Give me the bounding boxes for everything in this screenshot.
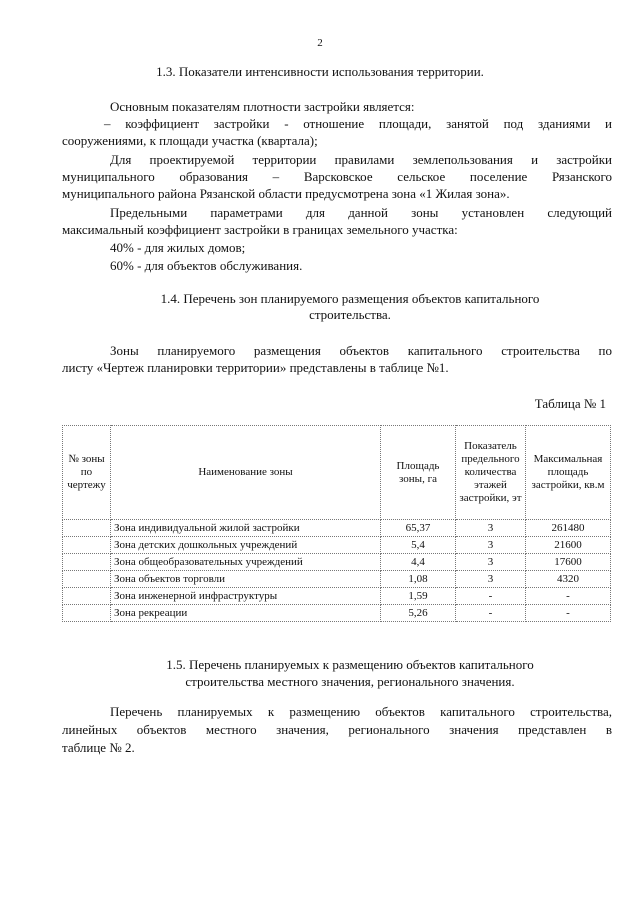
cell-zone-area: 1,08 [381, 571, 456, 588]
cell-zone-name: Зона детских дошкольных учреждений [111, 537, 381, 554]
header-floor-limit: Показатель предельного количества этажей застройки, эт [456, 426, 526, 520]
cell-max-coverage: - [526, 588, 611, 605]
cell-zone-name: Зона общеобразовательных учреждений [111, 554, 381, 571]
table-row [63, 537, 611, 554]
cell-zone-name: Зона индивидуальной жилой застройки [111, 520, 381, 537]
section-1-4-heading-line-2: строительства. [309, 307, 391, 322]
cell-zone-number [63, 554, 111, 571]
coefficient-definition-line-1: – коэффициент застройки - отношение площади, занятой под зданиями и [104, 116, 612, 131]
section-1-3-heading: 1.3. Показатели интенсивности использования территории. [156, 64, 484, 79]
limits-paragraph-line-1: Предельными параметрами для данной зоны установлен следующий [110, 205, 612, 220]
cell-zone-name: Зона объектов торговли [111, 571, 381, 588]
cell-zone-area: 5,26 [381, 605, 456, 622]
table-row [63, 520, 611, 537]
section-1-5-heading-line-2: строительства местного значения, регионального значения. [185, 674, 515, 689]
table-row [63, 571, 611, 588]
limits-paragraph-line-2: максимальный коэффициент застройки в границах земельного участка: [62, 222, 458, 237]
cell-zone-area: 4,4 [381, 554, 456, 571]
section-1-5-paragraph-line-3: таблице № 2. [62, 740, 135, 755]
cell-zone-name: Зона рекреации [111, 605, 381, 622]
cell-floor-limit: 3 [456, 571, 526, 588]
table-row [63, 588, 611, 605]
table-row [63, 554, 611, 571]
header-max-coverage: Максимальная площадь застройки, кв.м [526, 426, 611, 520]
cell-max-coverage: 4320 [526, 571, 611, 588]
section-1-5-heading-line-1: 1.5. Перечень планируемых к размещению объектов капитального [166, 657, 534, 672]
cell-max-coverage: 21600 [526, 537, 611, 554]
cell-zone-number [63, 537, 111, 554]
cell-zone-number [63, 588, 111, 605]
section-1-5-paragraph-line-1: Перечень планируемых к размещению объектов капитального строительства, [110, 704, 612, 719]
cell-zone-number [63, 520, 111, 537]
cell-max-coverage: 17600 [526, 554, 611, 571]
table-caption: Таблица № 1 [534, 396, 606, 411]
cell-max-coverage: - [526, 605, 611, 622]
section-1-5-paragraph-line-2: линейных объектов местного значения, регионального значения представлен в [62, 722, 612, 737]
table-row [63, 605, 611, 622]
cell-zone-area: 65,37 [381, 520, 456, 537]
header-zone-name: Наименование зоны [111, 426, 381, 520]
header-zone-area: Площадь зоны, га [381, 426, 456, 520]
cell-zone-number [63, 571, 111, 588]
limit-item-residential: 40% - для жилых домов; [110, 240, 246, 255]
rules-paragraph-line-2: муниципального образования – Варсковское сельское поселение Рязанского [62, 169, 612, 184]
limit-item-services: 60% - для объектов обслуживания. [110, 258, 303, 273]
cell-zone-area: 5,4 [381, 537, 456, 554]
section-1-4-heading-line-1: 1.4. Перечень зон планируемого размещения объектов капитального [160, 291, 540, 306]
coefficient-definition-line-2: сооружениями, к площади участка (квартала); [62, 133, 318, 148]
section-1-3-intro: Основным показателям плотности застройки является: [110, 99, 415, 114]
rules-paragraph-line-1: Для проектируемой территории правилами землепользования и застройки [110, 152, 612, 167]
rules-paragraph-line-3: муниципального района Рязанской области предусмотрена зона «1 Жилая зона». [62, 186, 510, 201]
cell-floor-limit: 3 [456, 554, 526, 571]
cell-floor-limit: 3 [456, 537, 526, 554]
header-zone-number: № зоны по чертежу [63, 426, 111, 520]
cell-floor-limit: - [456, 605, 526, 622]
cell-zone-name: Зона инженерной инфраструктуры [111, 588, 381, 605]
section-1-4-paragraph-line-1: Зоны планируемого размещения объектов капитального строительства по [110, 343, 612, 358]
section-1-4-paragraph-line-2: листу «Чертеж планировки территории» представлены в таблице №1. [62, 360, 449, 375]
cell-max-coverage: 261480 [526, 520, 611, 537]
cell-floor-limit: 3 [456, 520, 526, 537]
cell-zone-number [63, 605, 111, 622]
page-number: 2 [317, 37, 323, 49]
zones-table [62, 425, 611, 622]
cell-zone-area: 1,59 [381, 588, 456, 605]
cell-floor-limit: - [456, 588, 526, 605]
